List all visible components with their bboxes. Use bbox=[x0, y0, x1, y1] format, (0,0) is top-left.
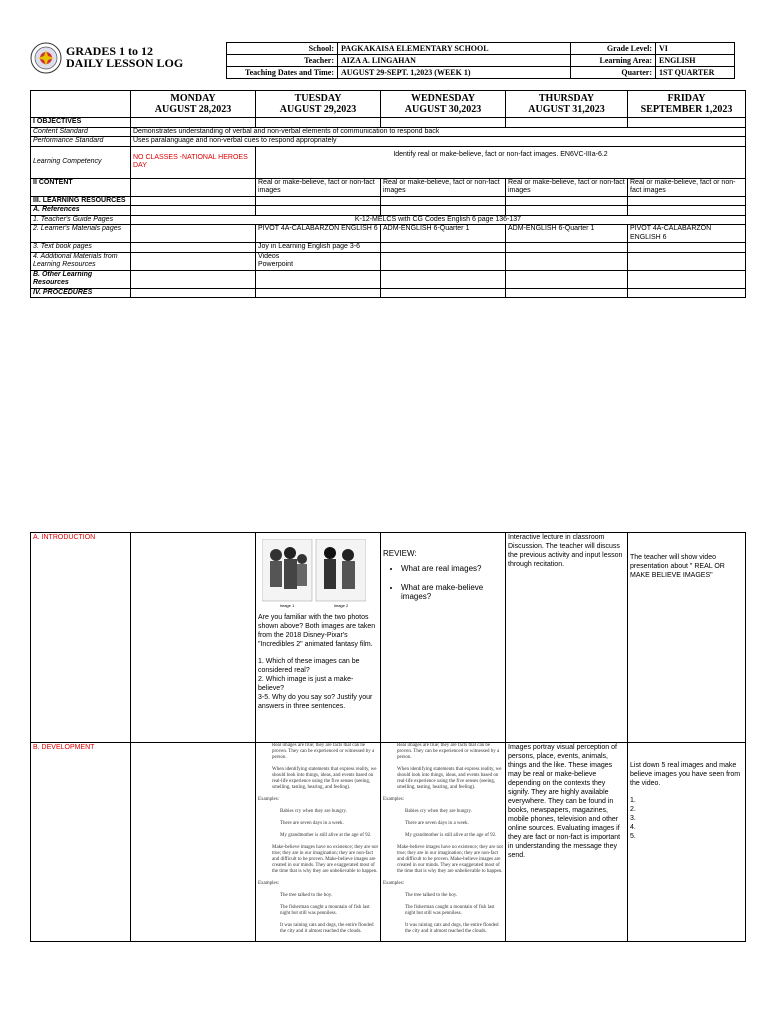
dates-label: Teaching Dates and Time: bbox=[227, 67, 338, 79]
performance-standard-row bbox=[31, 137, 746, 147]
development-fri: List down 5 real images and make believe images you have seen from the video. 1. 2. 3. 4. 5. bbox=[628, 743, 746, 942]
image2-caption: Image 2 bbox=[333, 603, 349, 608]
day-header-friday: FRIDAY SEPTEMBER 1,2023 bbox=[628, 91, 746, 118]
empty-corner-cell bbox=[31, 91, 131, 118]
content-fri: Real or make-believe, fact or non-fact images bbox=[628, 178, 746, 196]
introduction-fri: The teacher will show video presentation about " REAL OR MAKE BELIEVE IMAGES" bbox=[628, 533, 746, 743]
development-wed-scan: Real images are true; they are facts that can be proven. They can be experienced or witnessed by a person. When identifying statements that express reality, we should look into things, ideas, and events based on real-life experience using the five senses (seeing, smelling, tasting, hearing, and feeling). Examples: Babies cry when they are hungry. There are seven days in a week. My grandmother is still alive at the age of 92. Make-believe images have no existence; they are not true; they are in our imagination; they are non-fact and difficult to be proven. Make-believe images are created in our minds. They are exaggerated most of the time that is why they are unbelievable to happen. Examples: The tree talked to the boy. The fisherman caught a mountain of fish last night but still was penniless. It was raining cats and dogs, the entire flooded the city and it almost reached the clouds. bbox=[381, 743, 506, 942]
intro-tue-q1: 1. Which of these images can be considered real? bbox=[258, 658, 360, 674]
textbook-row bbox=[31, 243, 746, 253]
intro-tue-q3: 3-5. Why do you say so? Justify your answers in three sentences. bbox=[258, 694, 373, 710]
grade-level-label: Grade Level: bbox=[571, 43, 656, 55]
references-label: A. References bbox=[31, 206, 131, 216]
learners-materials-row bbox=[31, 225, 746, 243]
additional-materials-row bbox=[31, 252, 746, 270]
review-label: REVIEW: bbox=[383, 549, 417, 558]
learning-competency-row bbox=[31, 146, 746, 178]
incredibles-images bbox=[262, 539, 366, 609]
introduction-thu: Interactive lecture in classroom Discussion. The teacher will discuss the previous activity and input lesson through recitation. bbox=[506, 533, 628, 743]
review-q2: • What are make-believe images? bbox=[401, 583, 503, 601]
lm-fri: PIVOT 4A-CALABARZON ENGLISH 6 bbox=[628, 225, 746, 243]
introduction-row bbox=[31, 533, 746, 743]
lm-tue: PIVOT 4A-CALABARZON ENGLISH 6 bbox=[256, 225, 381, 243]
learning-competency-text: Identify real or make-believe, fact or non-fact images. EN6VC-IIIa-6.2 bbox=[256, 146, 746, 178]
content-standard-label: Content Standard bbox=[31, 127, 131, 137]
no-classes-note: NO CLASSES -NATIONAL HEROES DAY bbox=[131, 146, 256, 178]
learning-competency-label: Learning Competency bbox=[31, 146, 131, 178]
content-standard-row bbox=[31, 127, 746, 137]
other-resources-row bbox=[31, 270, 746, 288]
dates-value: AUGUST 29-SEPT. 1,2023 (WEEK 1) bbox=[338, 67, 571, 79]
development-thu: Images portray visual perception of persons, place, events, animals, things and the like. These images may be real or make-believe depending on the contexts they signify. They are highly available everywhere. They can be found in books, newspapers, magazines, mobile phones, television and other online sources. Evaluating images if they are fact or non-fact is important in understanding the message they send. bbox=[506, 743, 628, 942]
list-item: 4. bbox=[630, 824, 636, 831]
header-info-table bbox=[226, 42, 735, 79]
day-header-tuesday: TUESDAY AUGUST 29,2023 bbox=[256, 91, 381, 118]
objectives-row bbox=[31, 118, 746, 128]
additional-tue: Videos Powerpoint bbox=[256, 252, 381, 270]
development-row bbox=[31, 743, 746, 942]
intro-tue-text: Are you familiar with the two photos shown above? Both images are taken from the 2018 Disney-Pixar's "Incredibles 2" animated fantasy film. bbox=[258, 614, 376, 648]
performance-standard-text: Uses paralanguage and non-verbal cues to respond appropriately bbox=[131, 137, 746, 147]
introduction-wed bbox=[381, 533, 506, 743]
grade-level-value: VI bbox=[656, 43, 735, 55]
review-q1: • What are real images? bbox=[401, 564, 503, 573]
deped-seal-logo bbox=[30, 42, 62, 74]
development-tue-scan: Real images are true; they are facts that can be proven. They can be experienced or witnessed by a person. When identifying statements that express reality, we should look into things, ideas, and events based on real-life experience using the five senses (seeing, smelling, tasting, hearing, and feeling). Examples: Babies cry when they are hungry. There are seven days in a week. My grandmother is still alive at the age of 92. Make-believe images have no existence; they are not true; they are in our imagination; they are non-fact and difficult to be proven. Make-believe images are created in our minds. They are exaggerated most of the time that is why they are unbelievable to happen. Examples: The tree talked to the boy. The fisherman caught a mountain of fish last night but still was penniless. It was raining cats and dogs, the entire flooded the city and it almost reached the clouds. bbox=[256, 743, 381, 942]
learning-resources-row bbox=[31, 196, 746, 206]
other-resources-label: B. Other Learning Resources bbox=[31, 270, 131, 288]
teachers-guide-text: K-12-MELCS with CG Codes English 6 page 136-137 bbox=[131, 215, 746, 225]
procedures-label: IV. PROCEDURES bbox=[31, 288, 131, 298]
quarter-label: Quarter: bbox=[571, 67, 656, 79]
document-title: GRADES 1 to 12 DAILY LESSON LOG bbox=[66, 44, 184, 70]
performance-standard-label: Performance Standard bbox=[31, 137, 131, 147]
list-item: 3. bbox=[630, 815, 636, 822]
school-label: School: bbox=[227, 43, 338, 55]
introduction-tue bbox=[256, 533, 381, 743]
procedures-row bbox=[31, 288, 746, 298]
lesson-log-table bbox=[30, 90, 746, 298]
learning-area-label: Learning Area: bbox=[571, 55, 656, 67]
content-tue: Real or make-believe, fact or non-fact images bbox=[256, 178, 381, 196]
teacher-label: Teacher: bbox=[227, 55, 338, 67]
textbook-label: 3. Text book pages bbox=[31, 243, 131, 253]
content-label: II CONTENT bbox=[31, 178, 131, 196]
learning-area-value: ENGLISH bbox=[656, 55, 735, 67]
day-header-monday: MONDAY AUGUST 28,2023 bbox=[131, 91, 256, 118]
learners-materials-label: 2. Learner's Materials pages bbox=[31, 225, 131, 243]
additional-materials-label: 4. Additional Materials from Learning Resources bbox=[31, 252, 131, 270]
references-row bbox=[31, 206, 746, 216]
image1-caption: Image 1 bbox=[279, 603, 295, 608]
objectives-label: I OBJECTIVES bbox=[31, 118, 131, 128]
learning-resources-label: III. LEARNING RESOURCES bbox=[31, 196, 131, 206]
introduction-label: A. INTRODUCTION bbox=[31, 533, 131, 743]
list-item: 2. bbox=[630, 806, 636, 813]
list-item: 5. bbox=[630, 833, 636, 840]
content-standard-text: Demonstrates understanding of verbal and non-verbal elements of communication to respond back bbox=[131, 127, 746, 137]
day-header-wednesday: WEDNESDAY AUGUST 30,2023 bbox=[381, 91, 506, 118]
content-row bbox=[31, 178, 746, 196]
day-header-thursday: THURSDAY AUGUST 31,2023 bbox=[506, 91, 628, 118]
list-item: 1. bbox=[630, 797, 636, 804]
day-header-row bbox=[31, 91, 746, 118]
lm-thu: ADM-ENGLISH 6-Quarter 1 bbox=[506, 225, 628, 243]
teacher-value: AIZA A. LINGAHAN bbox=[338, 55, 571, 67]
lm-wed: ADM-ENGLISH 6-Quarter 1 bbox=[381, 225, 506, 243]
procedures-table bbox=[30, 532, 746, 942]
intro-tue-q2: 2. Which image is just a make-believe? bbox=[258, 676, 354, 692]
quarter-value: 1ST QUARTER bbox=[656, 67, 735, 79]
development-label: B. DEVELOPMENT bbox=[31, 743, 131, 942]
teachers-guide-label: 1. Teacher's Guide Pages bbox=[31, 215, 131, 225]
content-wed: Real or make-believe, fact or non-fact images bbox=[381, 178, 506, 196]
school-value: PAGKAKAISA ELEMENTARY SCHOOL bbox=[338, 43, 571, 55]
teachers-guide-row bbox=[31, 215, 746, 225]
textbook-tue: Joy in Learning English page 3-6 bbox=[256, 243, 381, 253]
content-thu: Real or make-believe, fact or non-fact images bbox=[506, 178, 628, 196]
